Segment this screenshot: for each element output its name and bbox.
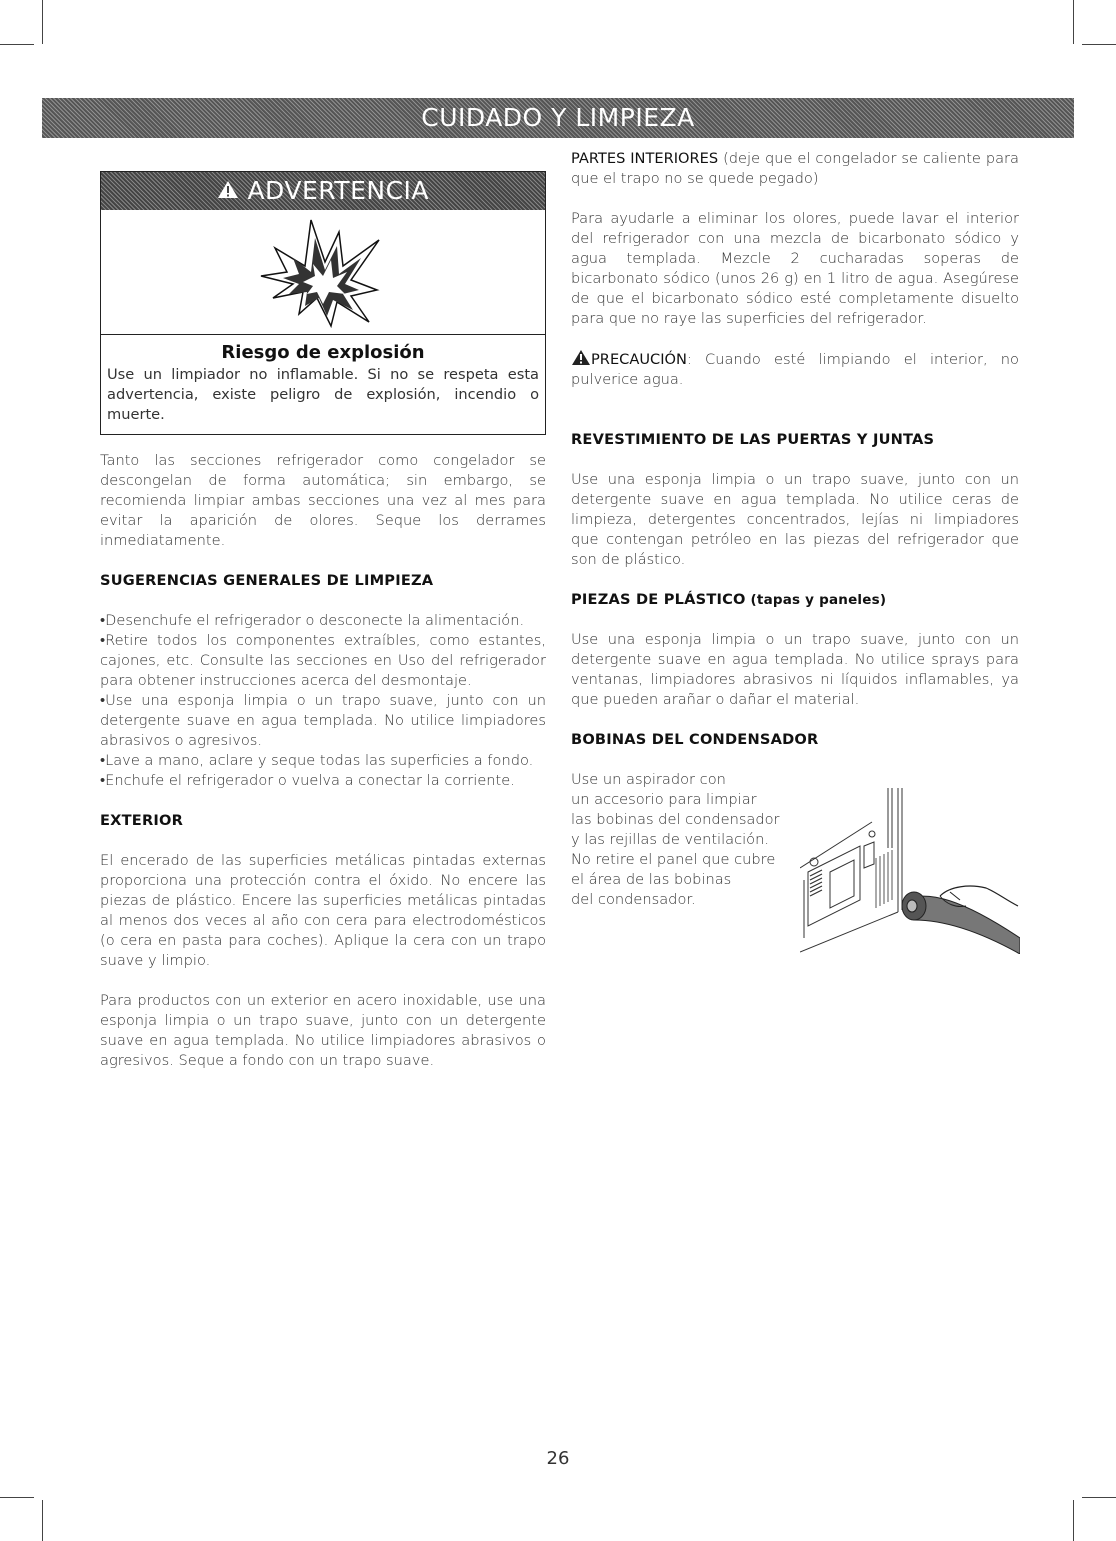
caution-line <box>571 349 1019 390</box>
list-item: •Lave a mano, aclare y seque todas las superficies a fondo. <box>100 752 534 769</box>
explosion-icon <box>253 214 393 332</box>
crop-mark <box>1082 1497 1116 1498</box>
doors-paragraph: Use una esponja limpia o un trapo suave, junto con un detergente suave en agua templada. No utilice ceras de limpieza, detergentes concentrados, lejías ni limpiadores que contengan petróleo en las piezas del refrigerador que son de plástico. <box>571 471 1019 568</box>
list-item: •Enchufe el refrigerador o vuelva a conectar la corriente. <box>100 772 515 789</box>
plastic-paragraph: Use una esponja limpia o un trapo suave, junto con un detergente suave en agua templada. No utilice sprays para ventanas, limpiadores abrasivos ni líquidos inflamables, ya que pueden arañar o dañar el material. <box>571 631 1019 708</box>
warning-heading: ADVERTENCIA <box>247 176 429 205</box>
coils-line: el área de las bobinas <box>571 871 732 888</box>
list-item: •Use una esponja limpia o un trapo suave, junto con un detergente suave en agua templada. No utilice limpiadores abrasivos o agresivos. <box>100 692 546 749</box>
exterior-title: EXTERIOR <box>100 812 184 829</box>
warning-triangle-icon <box>217 180 239 199</box>
interior-title: PARTES INTERIORES <box>571 150 719 167</box>
section-banner: CUIDADO Y LIMPIEZA <box>42 98 1074 138</box>
crop-mark <box>1082 44 1116 45</box>
page-number: 26 <box>546 1448 570 1469</box>
exterior-paragraph: El encerado de las superficies metálicas pintadas externas proporciona una protección contra el óxido. No encere las piezas de plástico. Encere las superficies metálicas pintadas al menos dos veces al año con cera para electrodomésticos (o cera en pasta para coches). Aplique la cera con un trapo suave y limpio. <box>100 852 546 969</box>
warning-header <box>101 172 545 210</box>
list-item: •Desenchufe el refrigerador o desconecte la alimentación. <box>100 612 525 629</box>
caution-triangle-icon <box>571 349 591 366</box>
coils-line: las bobinas del condensador <box>571 811 780 828</box>
crop-mark <box>42 0 43 44</box>
explosion-illustration <box>101 210 545 335</box>
warning-text: Use un limpiador no inflamable. Si no se respeta esta advertencia, existe peligro de explosión, incendio o muerte. <box>107 366 539 423</box>
coils-line: un accesorio para limpiar <box>571 791 757 808</box>
coils-line: No retire el panel que cubre <box>571 851 776 868</box>
coils-title: BOBINAS DEL CONDENSADOR <box>571 731 819 748</box>
caution-label: PRECAUCIÓN <box>591 351 687 368</box>
condenser-vacuum-illustration <box>800 788 1020 954</box>
caution-text: : Cuando esté limpiando el interior, no pulverice agua. <box>571 351 1019 388</box>
warning-box <box>100 171 546 435</box>
crop-mark <box>0 44 34 45</box>
plastic-note: (tapas y paneles) <box>745 592 887 608</box>
crop-mark <box>42 1500 43 1541</box>
interior-heading-line <box>571 149 1019 189</box>
doors-title: REVESTIMIENTO DE LAS PUERTAS Y JUNTAS <box>571 431 935 448</box>
coils-line: y las rejillas de ventilación. <box>571 831 769 848</box>
crop-mark <box>1073 0 1074 44</box>
list-item: •Retire todos los componentes extraíbles, como estantes, cajones, etc. Consulte las secciones en Uso del refrigerador para obtener instrucciones acerca del desmontaje. <box>100 632 546 689</box>
interior-paragraph: Para ayudarle a eliminar los olores, puede lavar el interior del refrigerador con una mezcla de bicarbonato sódico y agua templada. Mezcle 2 cucharadas soperas de bicarbonato sódico (unos 26 g) en 1 litro de agua. Asegúrese de que el bicarbonato sódico esté completamente disuelto para que no raye las superficies del refrigerador. <box>571 210 1019 327</box>
general-cleaning-title: SUGERENCIAS GENERALES DE LIMPIEZA <box>100 572 434 589</box>
crop-mark <box>0 1497 34 1498</box>
interior-note: (deje que el congelador se caliente para que el trapo no se quede pegado) <box>571 150 1019 187</box>
left-column <box>100 451 546 1071</box>
crop-mark <box>1073 1500 1074 1541</box>
plastic-title: PIEZAS DE PLÁSTICO <box>571 591 746 608</box>
plastic-title-line <box>571 590 1019 610</box>
stainless-paragraph: Para productos con un exterior en acero inoxidable, use una esponja limpia o un trapo suave, junto con un detergente suave en agua templada. No utilice limpiadores abrasivos o agresivos. Seque a fondo con un trapo suave. <box>100 992 546 1069</box>
general-cleaning-list <box>100 611 546 791</box>
coils-line: Use un aspirador con <box>571 771 726 788</box>
warning-subtitle: Riesgo de explosión <box>221 342 425 363</box>
intro-paragraph: Tanto las secciones refrigerador como congelador se descongelan de forma automática; sin embargo, se recomienda limpiar ambas secciones una vez al mes para evitar la aparición de olores. Seque los derrames inmediatamente. <box>100 452 546 549</box>
coils-line: del condensador. <box>571 891 696 908</box>
